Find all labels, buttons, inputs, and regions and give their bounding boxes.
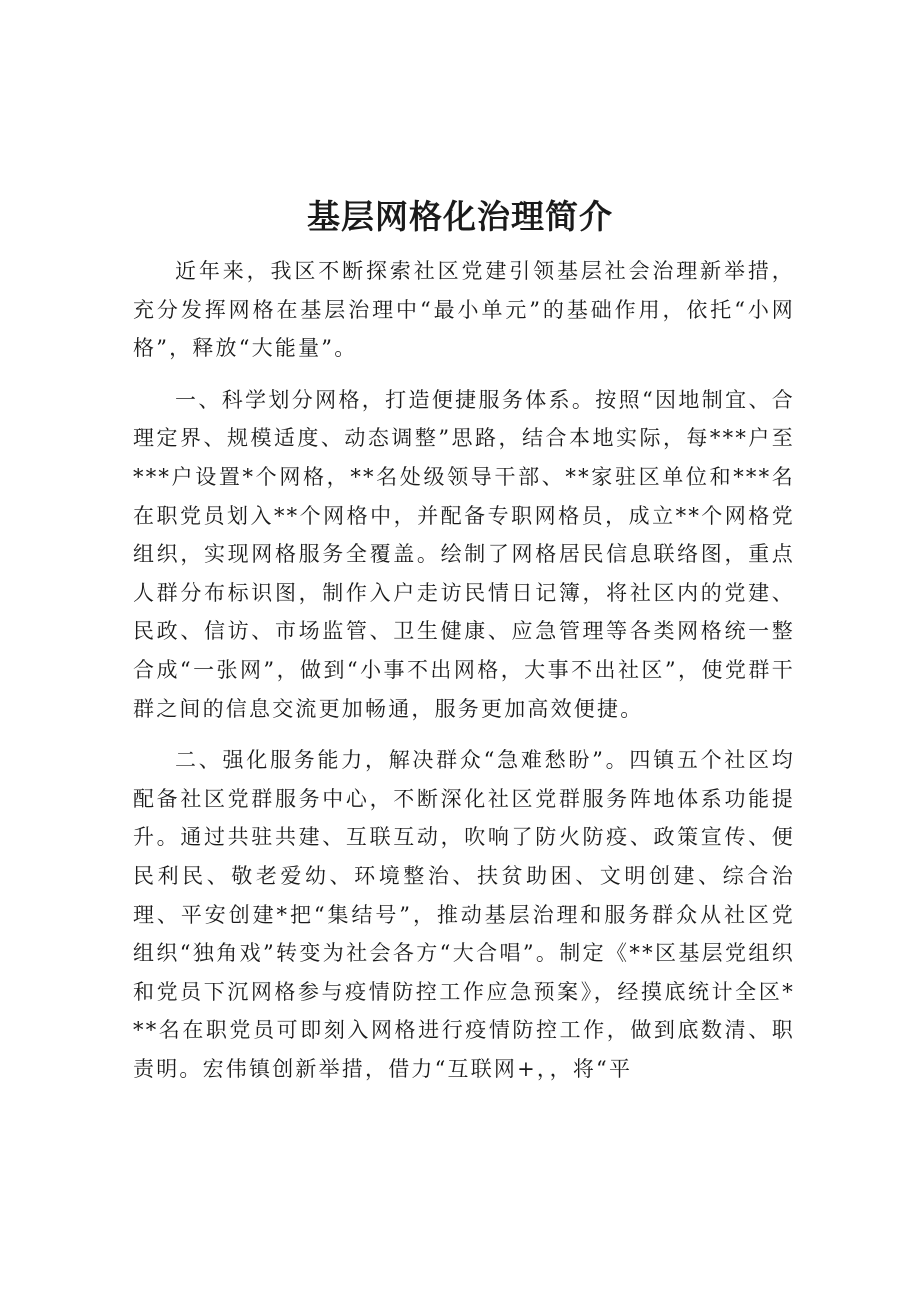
document-title: 基层网格化治理简介 (307, 197, 613, 236)
paragraph-section-1: 一、科学划分网格，打造便捷服务体系。按照“因地制宜、合理定界、规模适度、动态调整”思路，结合本地实际，每***户至***户设置*个网格，**名处级领导干部、**家驻区单位和***名在职党员划入**个网格中，并配备专职网格员，成立**个网格党组织，实现网格服务全覆盖。绘制了网格居民信息联络图，重点人群分布标识图，制作入户走访民情日记簿，将社区内的党建、民政、信访、市场监管、卫生健康、应急管理等各类网格统一整合成“一张网”，做到“小事不出网格，大事不出社区”，使党群干群之间的信息交流更加畅通，服务更加高效便捷。 (133, 387, 795, 721)
document-body (133, 252, 795, 1088)
paragraph-section-2: 二、强化服务能力，解决群众“急难愁盼”。四镇五个社区均配备社区党群服务中心，不断深化社区党群服务阵地体系功能提升。通过共驻共建、互联互动，吹响了防火防疫、政策宣传、便民利民、敬老爱幼、环境整治、扶贫助困、文明创建、综合治理、平安创建*把“集结号”，推动基层治理和服务群众从社区党组织“独角戏”转变为社会各方“大合唱”。制定《**区基层党组织和党员下沉网格参与疫情防控工作应急预案》，经摸底统计全区***名在职党员可即刻入网格进行疫情防控工作，做到底数清、职责明。宏伟镇创新举措，借力“互联网+，，将“平 (133, 748, 795, 1081)
paragraph-intro: 近年来，我区不断探索社区党建引领基层社会治理新举措，充分发挥网格在基层治理中“最小单元”的基础作用，依托“小网格”，释放“大能量”。 (133, 259, 795, 361)
